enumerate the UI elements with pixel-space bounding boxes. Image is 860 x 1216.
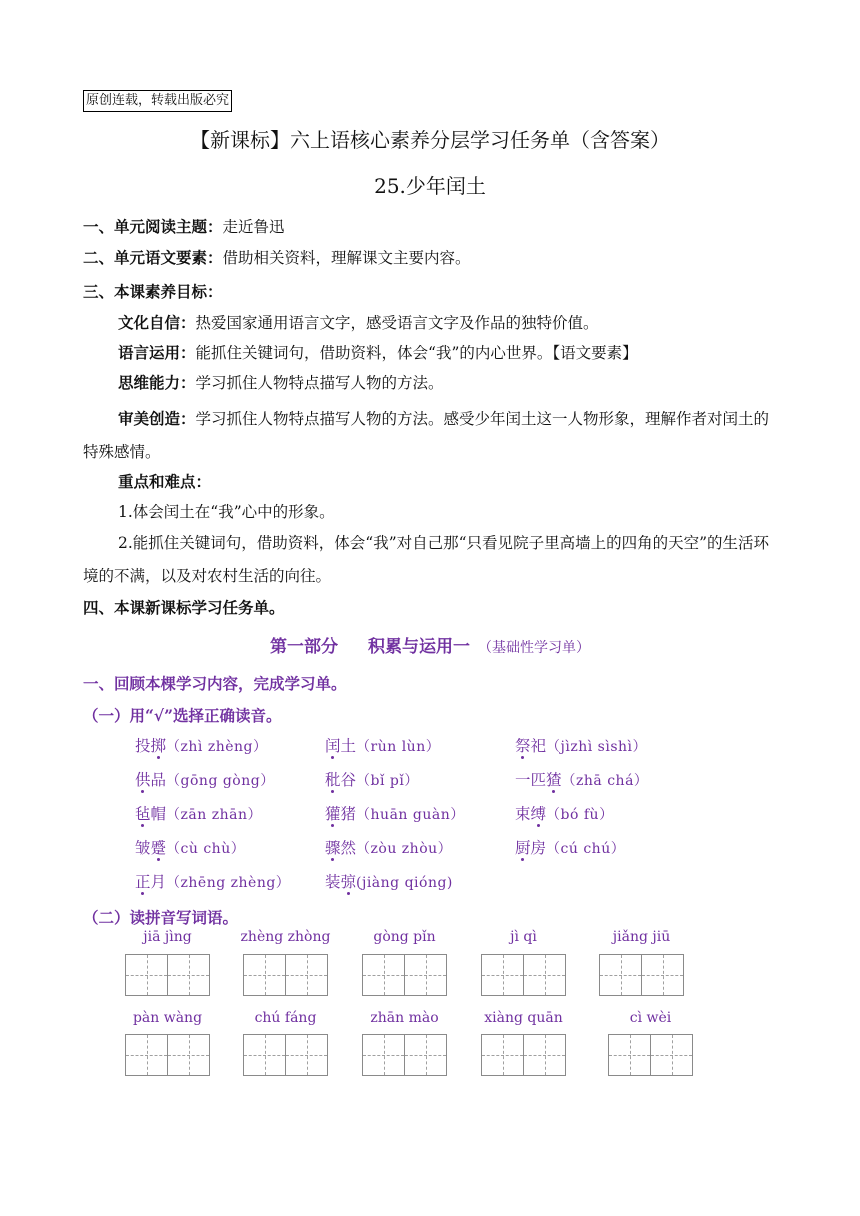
pinyin-prompt: jiā jìng (143, 929, 192, 945)
pinyin-prompt: jì qì (510, 929, 537, 945)
pronunciation-word (325, 870, 453, 892)
dotted-character: 獾 (325, 805, 341, 823)
pinyin-choices: （zhēng zhèng） (166, 875, 291, 891)
pronunciation-word (135, 734, 268, 756)
key-point-1: 1.体会闰土在“我”心中的形象。 (118, 503, 335, 521)
key-points-heading: 重点和难点： (118, 472, 212, 491)
writing-cell[interactable] (126, 1035, 168, 1075)
writing-cell[interactable] (363, 1035, 405, 1075)
word-suffix: 月 (150, 873, 167, 891)
word-prefix: 投 (135, 737, 151, 755)
pinyin-choices: （bó fù） (546, 807, 614, 823)
writing-cell[interactable] (244, 1035, 286, 1075)
word-suffix: 祀 (530, 737, 547, 755)
writing-cell[interactable] (405, 1035, 446, 1075)
pinyin-prompt: pàn wàng (132, 1010, 203, 1026)
writing-cell[interactable] (524, 1035, 565, 1075)
writing-cell[interactable] (482, 1035, 524, 1075)
key-point-2: 2.能抓住关键词句，借助资料，体会“我”对自己那“只看见院子里高墙上的四角的天空”的生活环境的不满，以及对农村生活的向往。 (83, 534, 769, 585)
dotted-character: 正 (135, 873, 151, 891)
lesson-goals-heading: 三、本课素养目标： (83, 282, 223, 301)
goal-aesthetic (83, 402, 778, 469)
pinyin-choices: （cú chú） (546, 841, 626, 857)
goal-culture (118, 311, 599, 335)
dotted-character: 骤 (325, 839, 341, 857)
word-suffix: 然 (340, 839, 357, 857)
dotted-character: 秕 (325, 771, 341, 789)
word-prefix: 皱 (135, 839, 151, 857)
pronunciation-word (515, 768, 648, 790)
dotted-character: 掷 (150, 737, 167, 755)
dotted-character: 毡 (135, 805, 151, 823)
unit-elements (83, 246, 471, 270)
dotted-character: 弶 (340, 873, 357, 891)
writing-grid[interactable] (362, 1034, 447, 1076)
writing-cell[interactable] (363, 955, 405, 995)
pinyin-choices: （huān guàn） (356, 807, 465, 823)
writing-cell[interactable] (168, 955, 209, 995)
word-suffix: 帽 (150, 805, 167, 823)
pinyin-choices: （zān zhān） (166, 807, 262, 823)
task-sheet-heading: 四、本课新课标学习任务单。 (83, 598, 285, 617)
pinyin-choices: （zòu zhòu） (356, 841, 453, 857)
part-one-number: 第一部分 (270, 637, 338, 657)
word-suffix: 土 (340, 737, 357, 755)
part-one-title (0, 632, 860, 657)
pinyin-choices: (jiàng qióng) (356, 875, 453, 891)
dotted-character: 猹 (546, 771, 562, 789)
pronunciation-word (325, 802, 465, 824)
pronunciation-word (515, 836, 625, 858)
word-suffix: 谷 (340, 771, 357, 789)
pinyin-choices: （gōng gòng） (166, 773, 275, 789)
goal-thinking-label: 思维能力： (118, 373, 196, 392)
pronunciation-word (515, 802, 614, 824)
pronunciation-word (325, 734, 440, 756)
pronunciation-word (325, 768, 419, 790)
dotted-character: 供 (135, 771, 151, 789)
writing-cell[interactable] (244, 955, 286, 995)
goal-aesthetic-label: 审美创造： (118, 409, 196, 428)
word-suffix: 品 (150, 771, 167, 789)
pinyin-prompt: jiǎng jiū (612, 929, 671, 945)
goal-thinking (118, 371, 444, 395)
writing-cell[interactable] (600, 955, 642, 995)
writing-cell[interactable] (524, 955, 565, 995)
word-prefix: 束 (515, 805, 531, 823)
word-prefix: 一匹 (515, 771, 547, 789)
unit-theme-label: 一、单元阅读主题： (83, 217, 223, 236)
goal-language (118, 341, 638, 365)
writing-grid[interactable] (362, 954, 447, 996)
writing-grid[interactable] (125, 954, 210, 996)
pronunciation-word (325, 836, 452, 858)
goal-culture-text: 热爱国家通用语言文字，感受语言文字及作品的独特价值。 (195, 314, 599, 332)
dotted-character: 闰 (325, 737, 341, 755)
writing-cell[interactable] (609, 1035, 651, 1075)
pinyin-choices: （zhì zhèng） (166, 739, 268, 755)
pinyin-choices: （cù chù） (166, 841, 246, 857)
pinyin-prompt: zhèng zhòng (240, 929, 331, 945)
writing-grid[interactable] (608, 1034, 693, 1076)
pinyin-choices: （bǐ pǐ） (356, 773, 419, 789)
unit-theme-text: 走近鲁迅 (222, 218, 285, 236)
dotted-character: 厨 (515, 839, 531, 857)
word-prefix: 装 (325, 873, 341, 891)
writing-grid[interactable] (481, 1034, 566, 1076)
pinyin-choices: （jìzhì sìshì） (546, 739, 648, 755)
question-1-2-heading: （二）读拼音写词语。 (83, 908, 239, 927)
writing-grid[interactable] (243, 954, 328, 996)
dotted-character: 蹙 (150, 839, 167, 857)
pronunciation-word (135, 870, 290, 892)
writing-cell[interactable] (126, 955, 168, 995)
goal-thinking-text: 学习抓住人物特点描写人物的方法。 (195, 374, 444, 392)
part-one-subtitle: （基础性学习单） (478, 640, 590, 656)
question-1-heading: 一、回顾本棵学习内容，完成学习单。 (83, 674, 347, 693)
document-title: 【新课标】六上语核心素养分层学习任务单（含答案） (190, 128, 670, 152)
writing-cell[interactable] (405, 955, 446, 995)
lesson-title: 25.少年闰土 (374, 174, 486, 198)
unit-elements-label: 二、单元语文要素： (83, 248, 223, 267)
pinyin-choices: （rùn lùn） (356, 739, 441, 755)
writing-cell[interactable] (642, 955, 683, 995)
goal-culture-label: 文化自信： (118, 313, 196, 332)
writing-cell[interactable] (286, 1035, 327, 1075)
writing-grid[interactable] (599, 954, 684, 996)
unit-elements-text: 借助相关资料，理解课文主要内容。 (222, 249, 471, 267)
pronunciation-word (135, 836, 245, 858)
pronunciation-word (135, 768, 275, 790)
word-suffix: 猪 (340, 805, 357, 823)
writing-grid[interactable] (125, 1034, 210, 1076)
pronunciation-word (515, 734, 647, 756)
writing-cell[interactable] (286, 955, 327, 995)
pinyin-prompt: xiàng quān (484, 1010, 563, 1026)
copyright-stamp: 原创连载，转载出版必究 (83, 90, 232, 112)
pinyin-prompt: zhān mào (370, 1010, 439, 1026)
part-one-name: 积累与运用一 (368, 637, 470, 657)
writing-grid[interactable] (243, 1034, 328, 1076)
word-suffix: 房 (530, 839, 547, 857)
writing-cell[interactable] (651, 1035, 692, 1075)
pronunciation-word (135, 802, 262, 824)
dotted-character: 祭 (515, 737, 531, 755)
unit-theme (83, 215, 285, 239)
pinyin-prompt: gòng pǐn (373, 929, 436, 945)
writing-cell[interactable] (482, 955, 524, 995)
pinyin-prompt: chú fáng (254, 1010, 317, 1026)
pinyin-choices: （zhā chá） (561, 773, 649, 789)
question-1-1-heading: （一）用“√”选择正确读音。 (83, 706, 282, 725)
pinyin-prompt: cì wèi (629, 1010, 672, 1026)
goal-language-text: 能抓住关键词句，借助资料，体会“我”的内心世界。【语文要素】 (195, 344, 638, 362)
dotted-character: 缚 (530, 805, 547, 823)
goal-aesthetic-text: 学习抓住人物特点描写人物的方法。感受少年闰土这一人物形象，理解作者对闰土的特殊感情。 (83, 410, 770, 461)
goal-language-label: 语言运用： (118, 343, 196, 362)
writing-cell[interactable] (168, 1035, 209, 1075)
writing-grid[interactable] (481, 954, 566, 996)
